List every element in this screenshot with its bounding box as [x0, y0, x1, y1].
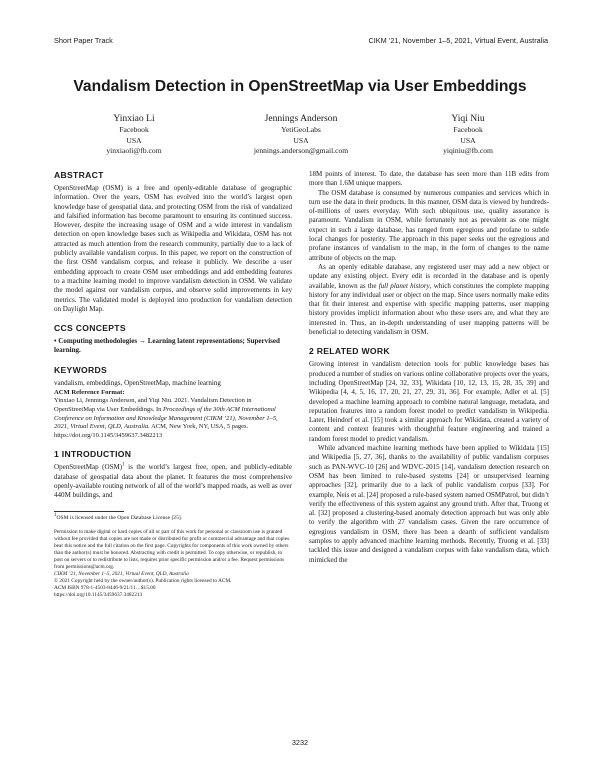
left-column [54, 170, 292, 599]
footnote-marker: 1 [122, 462, 125, 468]
author-name: Yiqi Niu [451, 113, 485, 124]
ccs-heading: CCS CONCEPTS [54, 323, 126, 334]
author-affiliation: Facebook [453, 125, 483, 134]
intro-p3-emphasis: full planet history [378, 281, 430, 290]
intro-paragraph-3 [309, 263, 549, 337]
author-email: yinxiaoli@fb.com [106, 146, 162, 156]
author-email: yiqiniu@fb.com [443, 146, 493, 156]
related-work-paragraph-1: Growing interest in vandalism detection tools for public knowledge bases has produced a number of studies on various online collaborative projects over the years, including OpenStreetMap [24, 32, 33], Wikidata [10, 12, 13, 15, 28, 35, 39] and Wikipedia [4, 4, 5, 16, 17, 20, 21, 27, 29, 31, 36]. For example, Adler et al. [5] developed a machine learning approach to combine natural language, metadata, and reputation features into a random forest model to predict vandalism in Wikipedia. Later, Heindorf et al. [15] took a similar approach for Wikidata, created a variety of content and context features with thoughtful feature engineering and trained a random forest model to predict vandalism. [309, 360, 549, 443]
permission-venue: CIKM ’21, November 1–5, 2021, Virtual Event, QLD, Australia [54, 570, 189, 577]
intro-p3-a: As an openly editable database, any registered user may add a new object or update any existing object. Every edit is recorded in the database and is openly available, known as the [309, 262, 549, 290]
related-work-paragraph-2: While advanced machine learning methods have been applied to Wikidata [15] and Wikipedia [5, 27, 36], thanks to the availability of public vandalism corpuses such as PAN-WVC-10 [26] and WDVC-2015 [14], vandalism detection research on OSM has been limited to rule-based systems [24] or unsupervised learning approaches [32], primarily due to a lack of public vandalism corpus [33]. For example, Neis et al. [24] proposed a rule-based system named OSMPatrol, but didn’t verify the effectiveness of this system against any ground truth. After that, Truong et al. [32] proposed a clustering-based anomaly detection approach but was only able to verify the algorithm with 27 vandalism cases. Given the rare occurrence of egregious vandalism in OSM, there has been a dearth of sufficient vandalism samples to apply advanced machine learning methods. Recently, Truong et al. [33] tackled this issue and designed a vandalism corpus with fake vandalism data, which mimicked the [309, 444, 549, 564]
author-3 [388, 113, 548, 157]
author-email: jennings.anderson@gmail.com [253, 146, 349, 156]
author-country: USA [126, 135, 142, 145]
author-name: Yinxiao Li [113, 113, 155, 124]
permission-isbn: ACM ISBN 978-1-4503-8446-9/21/11…$15.00 [54, 584, 156, 591]
introduction-paragraph [54, 463, 292, 500]
author-2 [221, 113, 381, 157]
keywords-heading: KEYWORDS [54, 364, 108, 375]
acm-reference-heading: ACM Reference Format: [54, 389, 125, 397]
running-header-track: Short Paper Track [54, 36, 113, 45]
introduction-heading: 1 INTRODUCTION [54, 449, 132, 460]
author-affiliation: Facebook [119, 125, 149, 134]
author-block [54, 113, 548, 165]
paper-title: Vandalism Detection in OpenStreetMap via User Embeddings [73, 78, 527, 95]
acm-reference-tail: ACM, New York, NY, USA, 5 pages. https://doi.org/10.1145/3459637.3482213 [54, 423, 249, 439]
footnote-rule [54, 511, 124, 512]
acm-reference-text [54, 397, 292, 440]
running-header-venue: CIKM ’21, November 1–5, 2021, Virtual Event, Australia [368, 36, 548, 45]
keywords-text: vandalism, embeddings, OpenStreetMap, machine learning [54, 378, 221, 387]
right-column [309, 170, 549, 565]
intro-text-b: is the world’s largest free, open, and publicly-editable database of geospatial data about the planet. It features the most comprehensive openly-available routing network of all of the world’s mapped roads, as well as over 440M buildings, and [54, 463, 292, 500]
permission-doi: https://doi.org/10.1145/3459637.3482213 [54, 591, 143, 598]
author-affiliation: YetiGeoLabs [281, 125, 321, 134]
intro-paragraph-2: The OSM database is consumed by numerous companies and services which in turn use the data in their products. In this manner, OSM data is viewed by hundreds-of-millions of users everyday. With such ubiquitous use, quality assurance is paramount. Vandalism in OSM, while fortunately not as prevalent as one might expect in such a large database, has ranged from egregious and profane to subtle local changes for posterity. The approach in this paper seeks out the egregious and profane instances of vandalism to the map, in the form of changes to the name attribute of objects on the map. [309, 188, 549, 262]
footnote-text: OSM is licensed under the Open Database License [25]. [56, 514, 183, 521]
abstract-heading: ABSTRACT [54, 170, 104, 180]
acm-reference-authors: Yinxiao Li, Jennings Anderson, and Yiqi Niu. 2021. Vandalism Detection in OpenStreetMap via User Embeddings. In [54, 397, 252, 413]
ccs-text: • Computing methodologies → Learning latent representations; Supervised learning. [54, 337, 280, 355]
permission-copyright: © 2021 Copyright held by the owner/author(s). Publication rights licensed to ACM. [54, 577, 232, 584]
author-name: Jennings Anderson [264, 113, 338, 124]
author-country: USA [460, 135, 476, 145]
acm-reference-proceedings: Proceedings of the 30th ACM International Conference on Information and Knowledge Management (CIKM ’21), November 1–5, 2021, Virtual Event, QLD, Australia. [54, 405, 278, 431]
running-header [54, 36, 548, 48]
intro-p3-b: , which constitutes the complete mapping history for any individual user or object on the map. Since users normally make edits that fit their interest and expertise with specific mapping patterns, user mapping history provides implicit information about who these users are, and what they are interested in. Thus, an in-depth understanding of user mapping patterns will be beneficial to detecting vandalism in OSM. [309, 281, 550, 337]
footnote-mark: 1 [54, 512, 57, 518]
related-work-heading: 2 RELATED WORK [309, 346, 390, 357]
permission-text: Permission to make digital or hard copies of all or part of this work for personal or classroom use is granted without fee provided that copies are not made or distributed for profit or commercial advantage and that copies bear this notice and the full citation on the first page. Copyrights for components of this work owned by others than the author(s) must be honored. Abstracting with credit is permitted. To copy otherwise, or republish, to post on servers or to redistribute to lists, requires prior specific permission and/or a fee. Request permissions from permissions@acm.org. [54, 528, 290, 570]
abstract-text: OpenStreetMap (OSM) is a free and openly-editable database of geographic information. Over the years, OSM has evolved into the world’s largest open knowledge base of geospatial data, and protecting OSM from the risk of vandalized and falsified information has become paramount to ensuring its continued success. However, despite the increasing usage of OSM and a wide interest in vandalism detection on open knowledge bases such as Wikipedia and Wikidata, OSM has not attracted as much attention from the research community, partially due to a lack of publicly available vandalism corpus. In this paper, we report on the construction of the first OSM vandalism corpus, and release it publicly. We describe a user embedding approach to create OSM user embeddings and add embedding features to a machine learning model to improve vandalism detection in OSM. We validate the model against our vandalism corpus, and observe solid improvements in key metrics. The validated model is deployed into production for vandalism detection on Daylight Map. [54, 184, 292, 313]
page-number: 3232 [291, 738, 309, 747]
intro-text-a: OpenStreetMap (OSM) [54, 463, 123, 472]
intro-continued-paragraph: 18M points of interest. To date, the database has seen more than 11B edits from more than 1.6M unique mappers. [309, 170, 549, 188]
author-1 [54, 113, 214, 157]
author-country: USA [293, 135, 309, 145]
permission-block [54, 529, 292, 599]
footnote [54, 512, 292, 522]
